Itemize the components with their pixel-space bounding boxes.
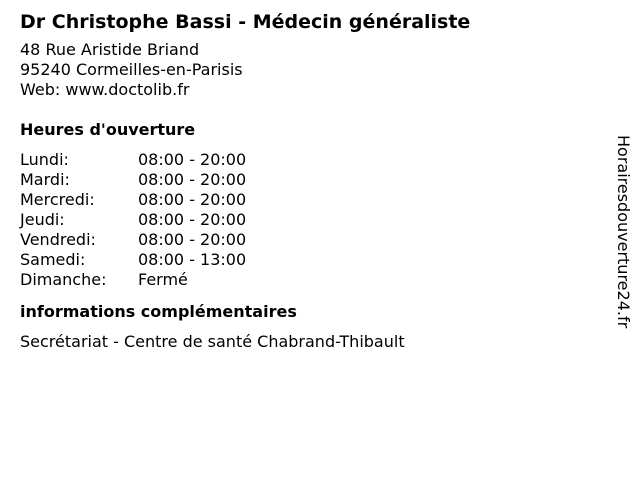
- time-value: 08:00 - 20:00: [138, 170, 247, 189]
- address-line-street: 48 Rue Aristide Briand: [20, 40, 200, 59]
- page-title: Dr Christophe Bassi - Médecin généraliste: [20, 11, 471, 33]
- time-value: 08:00 - 20:00: [138, 210, 247, 229]
- address-line-city: 95240 Cormeilles-en-Parisis: [20, 60, 243, 79]
- time-value: 08:00 - 13:00: [138, 250, 247, 269]
- time-value: 08:00 - 20:00: [138, 190, 247, 209]
- day-label: Mercredi:: [20, 190, 95, 209]
- opening-hours-card: [20, 8, 600, 352]
- hours-row-tuesday: [20, 170, 600, 190]
- website-line: [20, 80, 600, 100]
- additional-info-text: Secrétariat - Centre de santé Chabrand-Thibault: [20, 332, 405, 351]
- website-label: Web:: [20, 80, 61, 99]
- opening-hours-table: [20, 150, 600, 290]
- day-label: Dimanche:: [20, 270, 107, 289]
- hours-row-monday: [20, 150, 600, 170]
- hours-row-wednesday: [20, 190, 600, 210]
- day-label: Samedi:: [20, 250, 86, 269]
- hours-row-friday: [20, 230, 600, 250]
- additional-info-heading: informations complémentaires: [20, 302, 297, 321]
- site-watermark: Horairesdouverture24.fr: [614, 135, 633, 329]
- website-link[interactable]: www.doctolib.fr: [65, 80, 190, 99]
- day-label: Lundi:: [20, 150, 69, 169]
- hours-row-saturday: [20, 250, 600, 270]
- hours-row-sunday: [20, 270, 600, 290]
- hours-row-thursday: [20, 210, 600, 230]
- time-value: 08:00 - 20:00: [138, 150, 247, 169]
- time-value: 08:00 - 20:00: [138, 230, 247, 249]
- time-value: Fermé: [138, 270, 188, 289]
- opening-hours-heading: Heures d'ouverture: [20, 120, 196, 139]
- day-label: Mardi:: [20, 170, 70, 189]
- day-label: Vendredi:: [20, 230, 96, 249]
- day-label: Jeudi:: [20, 210, 65, 229]
